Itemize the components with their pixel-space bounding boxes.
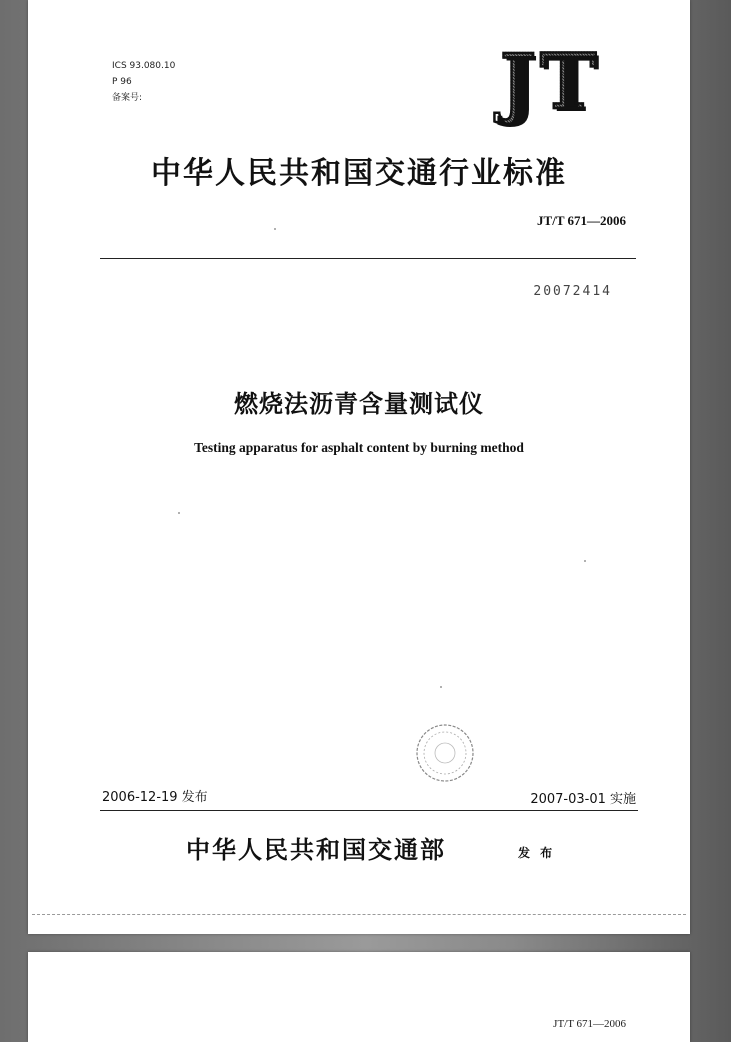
effective-date: 2007-03-01 实施 — [530, 792, 636, 807]
scan-speck — [584, 560, 586, 562]
jt-logo-text: JT — [500, 37, 601, 126]
stamped-number: 20072414 — [533, 284, 612, 299]
ics-code: ICS 93.080.10 — [112, 61, 176, 71]
scan-speck — [274, 228, 276, 230]
publisher-name: 中华人民共和国交通部 — [186, 835, 446, 864]
document-page-1 — [28, 0, 690, 934]
publisher-suffix: 发 布 — [518, 846, 556, 860]
seal-stamp — [414, 722, 476, 784]
scan-artifact-line — [32, 914, 686, 915]
class-code: P 96 — [112, 77, 132, 87]
jt-logo — [500, 37, 630, 126]
record-number: 备案号: — [112, 93, 143, 103]
issue-date: 2006-12-19 发布 — [102, 790, 208, 805]
header-divider — [100, 258, 636, 259]
document-page-2 — [28, 952, 690, 1042]
standard-category-title: 中华人民共和国交通行业标准 — [151, 156, 567, 191]
page-header-standard-number: JT/T 671—2006 — [553, 1018, 626, 1030]
document-title-en: Testing apparatus for asphalt content by burning method — [194, 440, 524, 455]
standard-number: JT/T 671—2006 — [537, 213, 626, 228]
scan-speck — [440, 686, 442, 688]
scan-speck — [178, 512, 180, 514]
footer-divider — [100, 810, 638, 811]
document-title-cn: 燃烧法沥青含量测试仪 — [234, 390, 484, 418]
classification-block — [112, 58, 175, 106]
